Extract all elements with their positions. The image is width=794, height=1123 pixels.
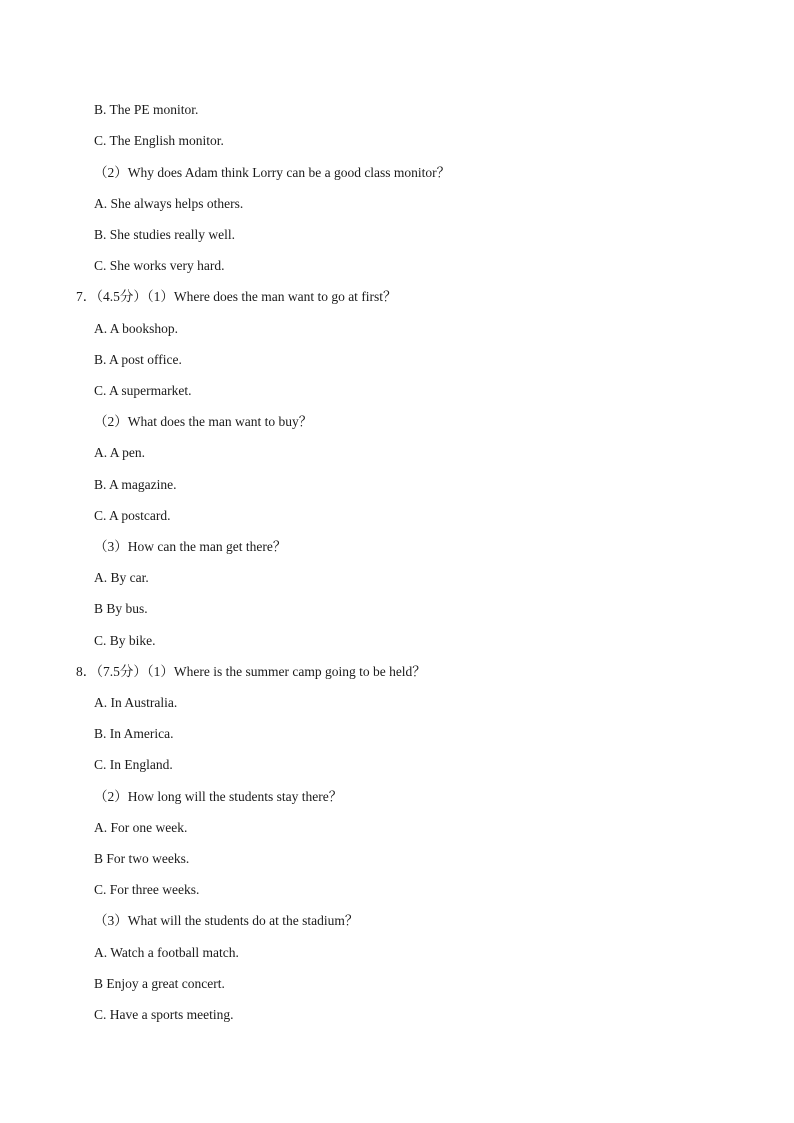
option-a-helps-others: A. She always helps others. [94, 196, 244, 211]
option-b-magazine: B. A magazine. [94, 477, 177, 492]
subquestion-7-3: （3）How can the man get there？ [94, 539, 287, 554]
question-8-heading: 8．（7.5分）（1）Where is the summer camp going to be held？ [76, 664, 426, 679]
option-b-by-bus: B By bus. [94, 601, 148, 616]
option-b-post-office: B. A post office. [94, 352, 182, 367]
option-c-english-monitor: C. The English monitor. [94, 133, 224, 148]
subquestion-6-2: （2）Why does Adam think Lorry can be a good class monitor？ [94, 165, 451, 180]
option-b-two-weeks: B For two weeks. [94, 851, 190, 866]
option-c-england: C. In England. [94, 757, 173, 772]
option-c-by-bike: C. By bike. [94, 633, 156, 648]
option-c-postcard: C. A postcard. [94, 508, 171, 523]
option-b-america: B. In America. [94, 726, 174, 741]
subquestion-7-2: （2）What does the man want to buy？ [94, 414, 313, 429]
option-c-supermarket: C. A supermarket. [94, 383, 192, 398]
option-a-bookshop: A. A bookshop. [94, 321, 179, 336]
option-a-football-match: A. Watch a football match. [94, 945, 239, 960]
option-c-sports-meeting: C. Have a sports meeting. [94, 1007, 234, 1022]
option-b-studies-well: B. She studies really well. [94, 227, 235, 242]
option-a-by-car: A. By car. [94, 570, 149, 585]
option-a-australia: A. In Australia. [94, 695, 178, 710]
option-a-one-week: A. For one week. [94, 820, 188, 835]
question-7-heading: 7．（4.5分）（1）Where does the man want to go at first？ [76, 289, 397, 304]
subquestion-8-2: （2）How long will the students stay there？ [94, 789, 343, 804]
option-b-pe-monitor: B. The PE monitor. [94, 102, 199, 117]
option-c-works-hard: C. She works very hard. [94, 258, 225, 273]
subquestion-8-3: （3）What will the students do at the stadium？ [94, 913, 359, 928]
option-b-concert: B Enjoy a great concert. [94, 976, 225, 991]
option-a-pen: A. A pen. [94, 445, 146, 460]
option-c-three-weeks: C. For three weeks. [94, 882, 200, 897]
